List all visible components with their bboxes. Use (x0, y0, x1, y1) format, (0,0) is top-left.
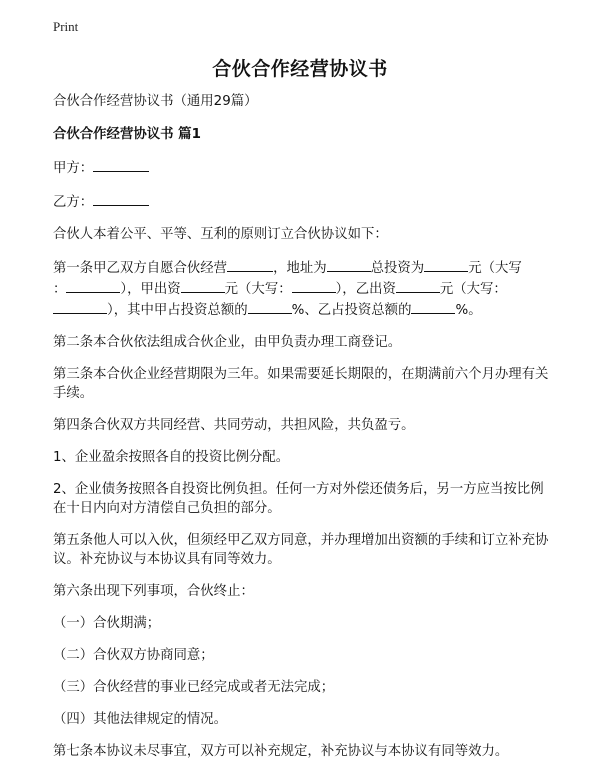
article-1-text: ），乙出资 (335, 282, 396, 297)
document-subtitle: 合伙合作经营协议书（通用29篇） (53, 94, 258, 109)
article-3: 第三条本合伙企业经营期限为三年。如果需要延长期限的，在期满前六个月办理有关手续。 (53, 367, 549, 401)
article-1-text: 元（大写 (468, 261, 522, 276)
article-6: 第六条出现下列事项，合伙终止： (53, 584, 254, 599)
party-b-label: 乙方： (53, 195, 94, 210)
article-2: 第二条本合伙依法组成合伙企业，由甲负责办理工商登记。 (53, 335, 402, 350)
article-1-text: ，地址为 (273, 261, 327, 276)
party-a-line (53, 157, 551, 178)
blank (411, 299, 455, 314)
intro-paragraph: 合伙人本着公平、平等、互利的原则订立合伙协议如下： (53, 227, 388, 242)
article-1-text: %、乙占投资总额的 (291, 303, 412, 318)
party-a-label: 甲方： (53, 161, 94, 176)
blank (292, 278, 336, 293)
list-item: 1、企业盈余按照各自的投资比例分配。 (53, 450, 290, 465)
article-1-text: 元（大写： (439, 282, 507, 297)
section-heading: 合伙合作经营协议书 篇1 (53, 127, 201, 142)
party-b-line (53, 191, 551, 212)
blank (396, 278, 440, 293)
blank (227, 257, 273, 272)
article-1 (53, 257, 551, 320)
document-body (53, 92, 551, 761)
blank (53, 299, 107, 314)
article-1-text: ），甲出资 (120, 282, 181, 297)
article-1-text: 元（大写： (224, 282, 292, 297)
party-a-blank (93, 157, 149, 172)
article-1-text: %。 (455, 303, 482, 318)
article-1-text: ），其中甲占投资总额的 (107, 303, 248, 318)
print-link[interactable]: Print (53, 19, 79, 34)
list-item: （二）合伙双方协商同意； (53, 648, 214, 663)
article-1-text: 总投资为 (370, 261, 425, 276)
list-item: 2、企业债务按照各自投资比例负担。任何一方对外偿还债务后，另一方应当按比例在十日内向对方清偿自己负担的部分。 (53, 482, 544, 516)
article-7: 第七条本协议未尽事宜，双方可以补充规定，补充协议与本协议有同等效力。 (53, 744, 509, 759)
document-title: 合伙合作经营协议书 (212, 58, 388, 80)
blank (181, 278, 225, 293)
article-1-text: ： (53, 282, 67, 297)
article-1-text: 第一条甲乙双方自愿合伙经营 (53, 261, 228, 276)
list-item: （四）其他法律规定的情况。 (53, 712, 228, 727)
article-5: 第五条他人可以入伙，但须经甲乙双方同意，并办理增加出资额的手续和订立补充协议。补充协议与本协议具有同等效力。 (53, 533, 549, 567)
blank (424, 257, 468, 272)
list-item: （一）合伙期满； (53, 616, 161, 631)
blank (66, 278, 120, 293)
blank (327, 257, 371, 272)
list-item: （三）合伙经营的事业已经完成或者无法完成； (53, 680, 335, 695)
blank (248, 299, 292, 314)
article-4: 第四条合伙双方共同经营、共同劳动，共担风险，共负盈亏。 (53, 418, 415, 433)
party-b-blank (93, 191, 149, 206)
